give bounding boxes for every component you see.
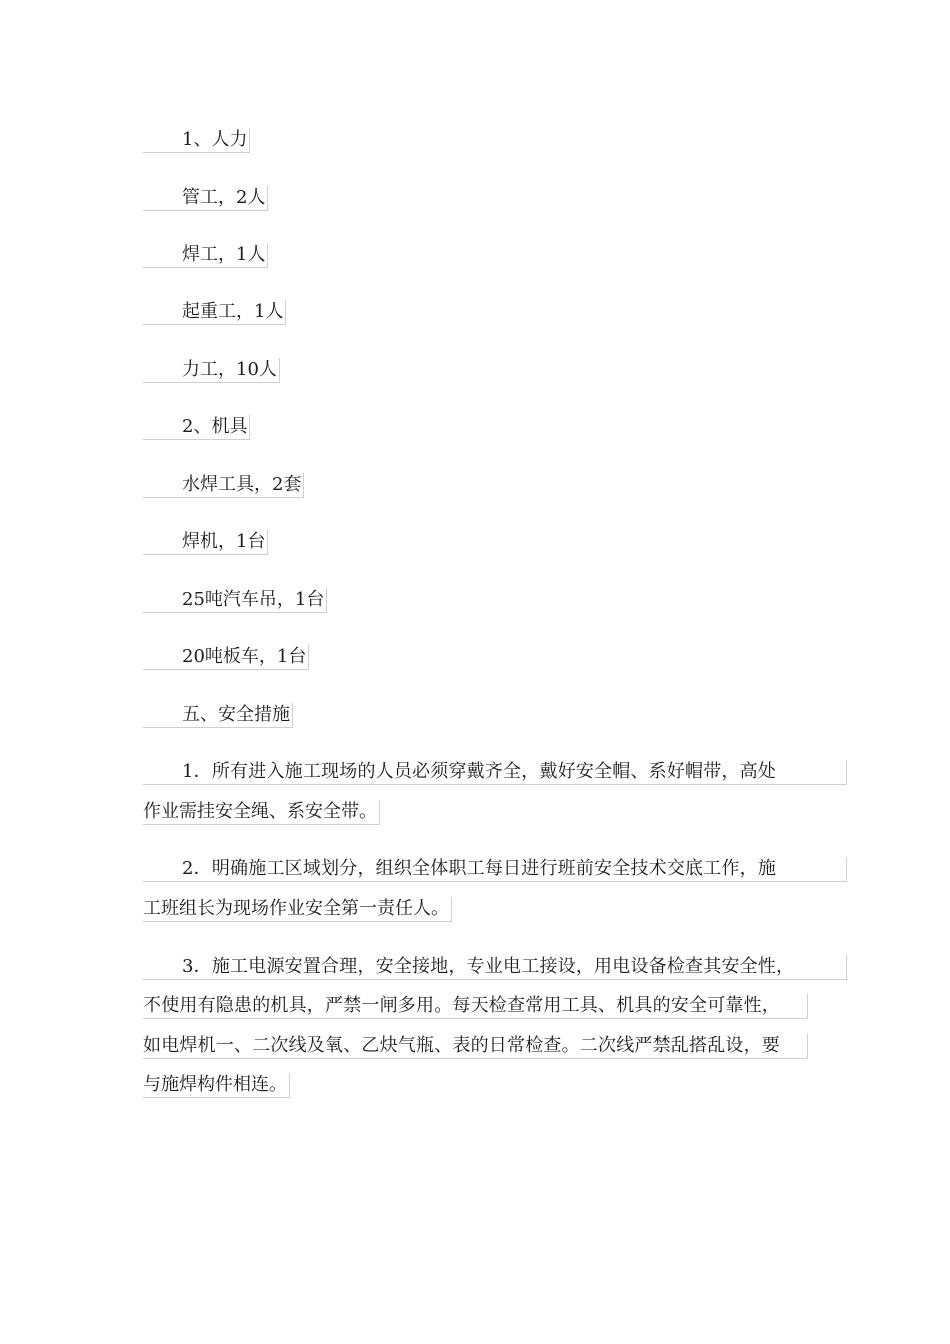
list-item-welding-machine: 焊机，1台 <box>143 530 268 555</box>
paragraph-3-line-1: 3．施工电源安置合理，安全接地，专业电工接设，用电设备检查其安全性， <box>143 955 847 980</box>
list-item-pipefitter: 管工，2人 <box>143 186 268 211</box>
paragraph-3-line-4: 与施焊构件相连。 <box>143 1073 290 1098</box>
list-item-flatbed-truck: 20吨板车，1台 <box>143 645 309 670</box>
paragraph-3-line-2: 不使用有隐患的机具，严禁一闸多用。每天检查常用工具、机具的安全可靠性， <box>143 994 808 1019</box>
list-item-laborer: 力工，10人 <box>143 358 280 383</box>
section-heading-safety: 五、安全措施 <box>143 703 293 728</box>
paragraph-1-line-1: 1．所有进入施工现场的人员必须穿戴齐全，戴好安全帽、系好帽带，高处 <box>143 760 847 785</box>
list-item-truck-crane: 25吨汽车吊，1台 <box>143 588 327 613</box>
list-item-manpower-heading: 1、人力 <box>143 128 250 153</box>
paragraph-1-line-2: 作业需挂安全绳、系安全带。 <box>143 800 380 825</box>
list-item-welder: 焊工，1人 <box>143 243 268 268</box>
list-item-welding-tools: 水焊工具，2套 <box>143 473 304 498</box>
paragraph-2-line-2: 工班组长为现场作业安全第一责任人。 <box>143 897 452 922</box>
list-item-rigger: 起重工，1人 <box>143 300 286 325</box>
paragraph-2-line-1: 2．明确施工区域划分，组织全体职工每日进行班前安全技术交底工作，施 <box>143 857 847 882</box>
paragraph-3-line-3: 如电焊机一、二次线及氧、乙炔气瓶、表的日常检查。二次线严禁乱搭乱设，要 <box>143 1034 808 1059</box>
list-item-equipment-heading: 2、机具 <box>143 415 250 440</box>
